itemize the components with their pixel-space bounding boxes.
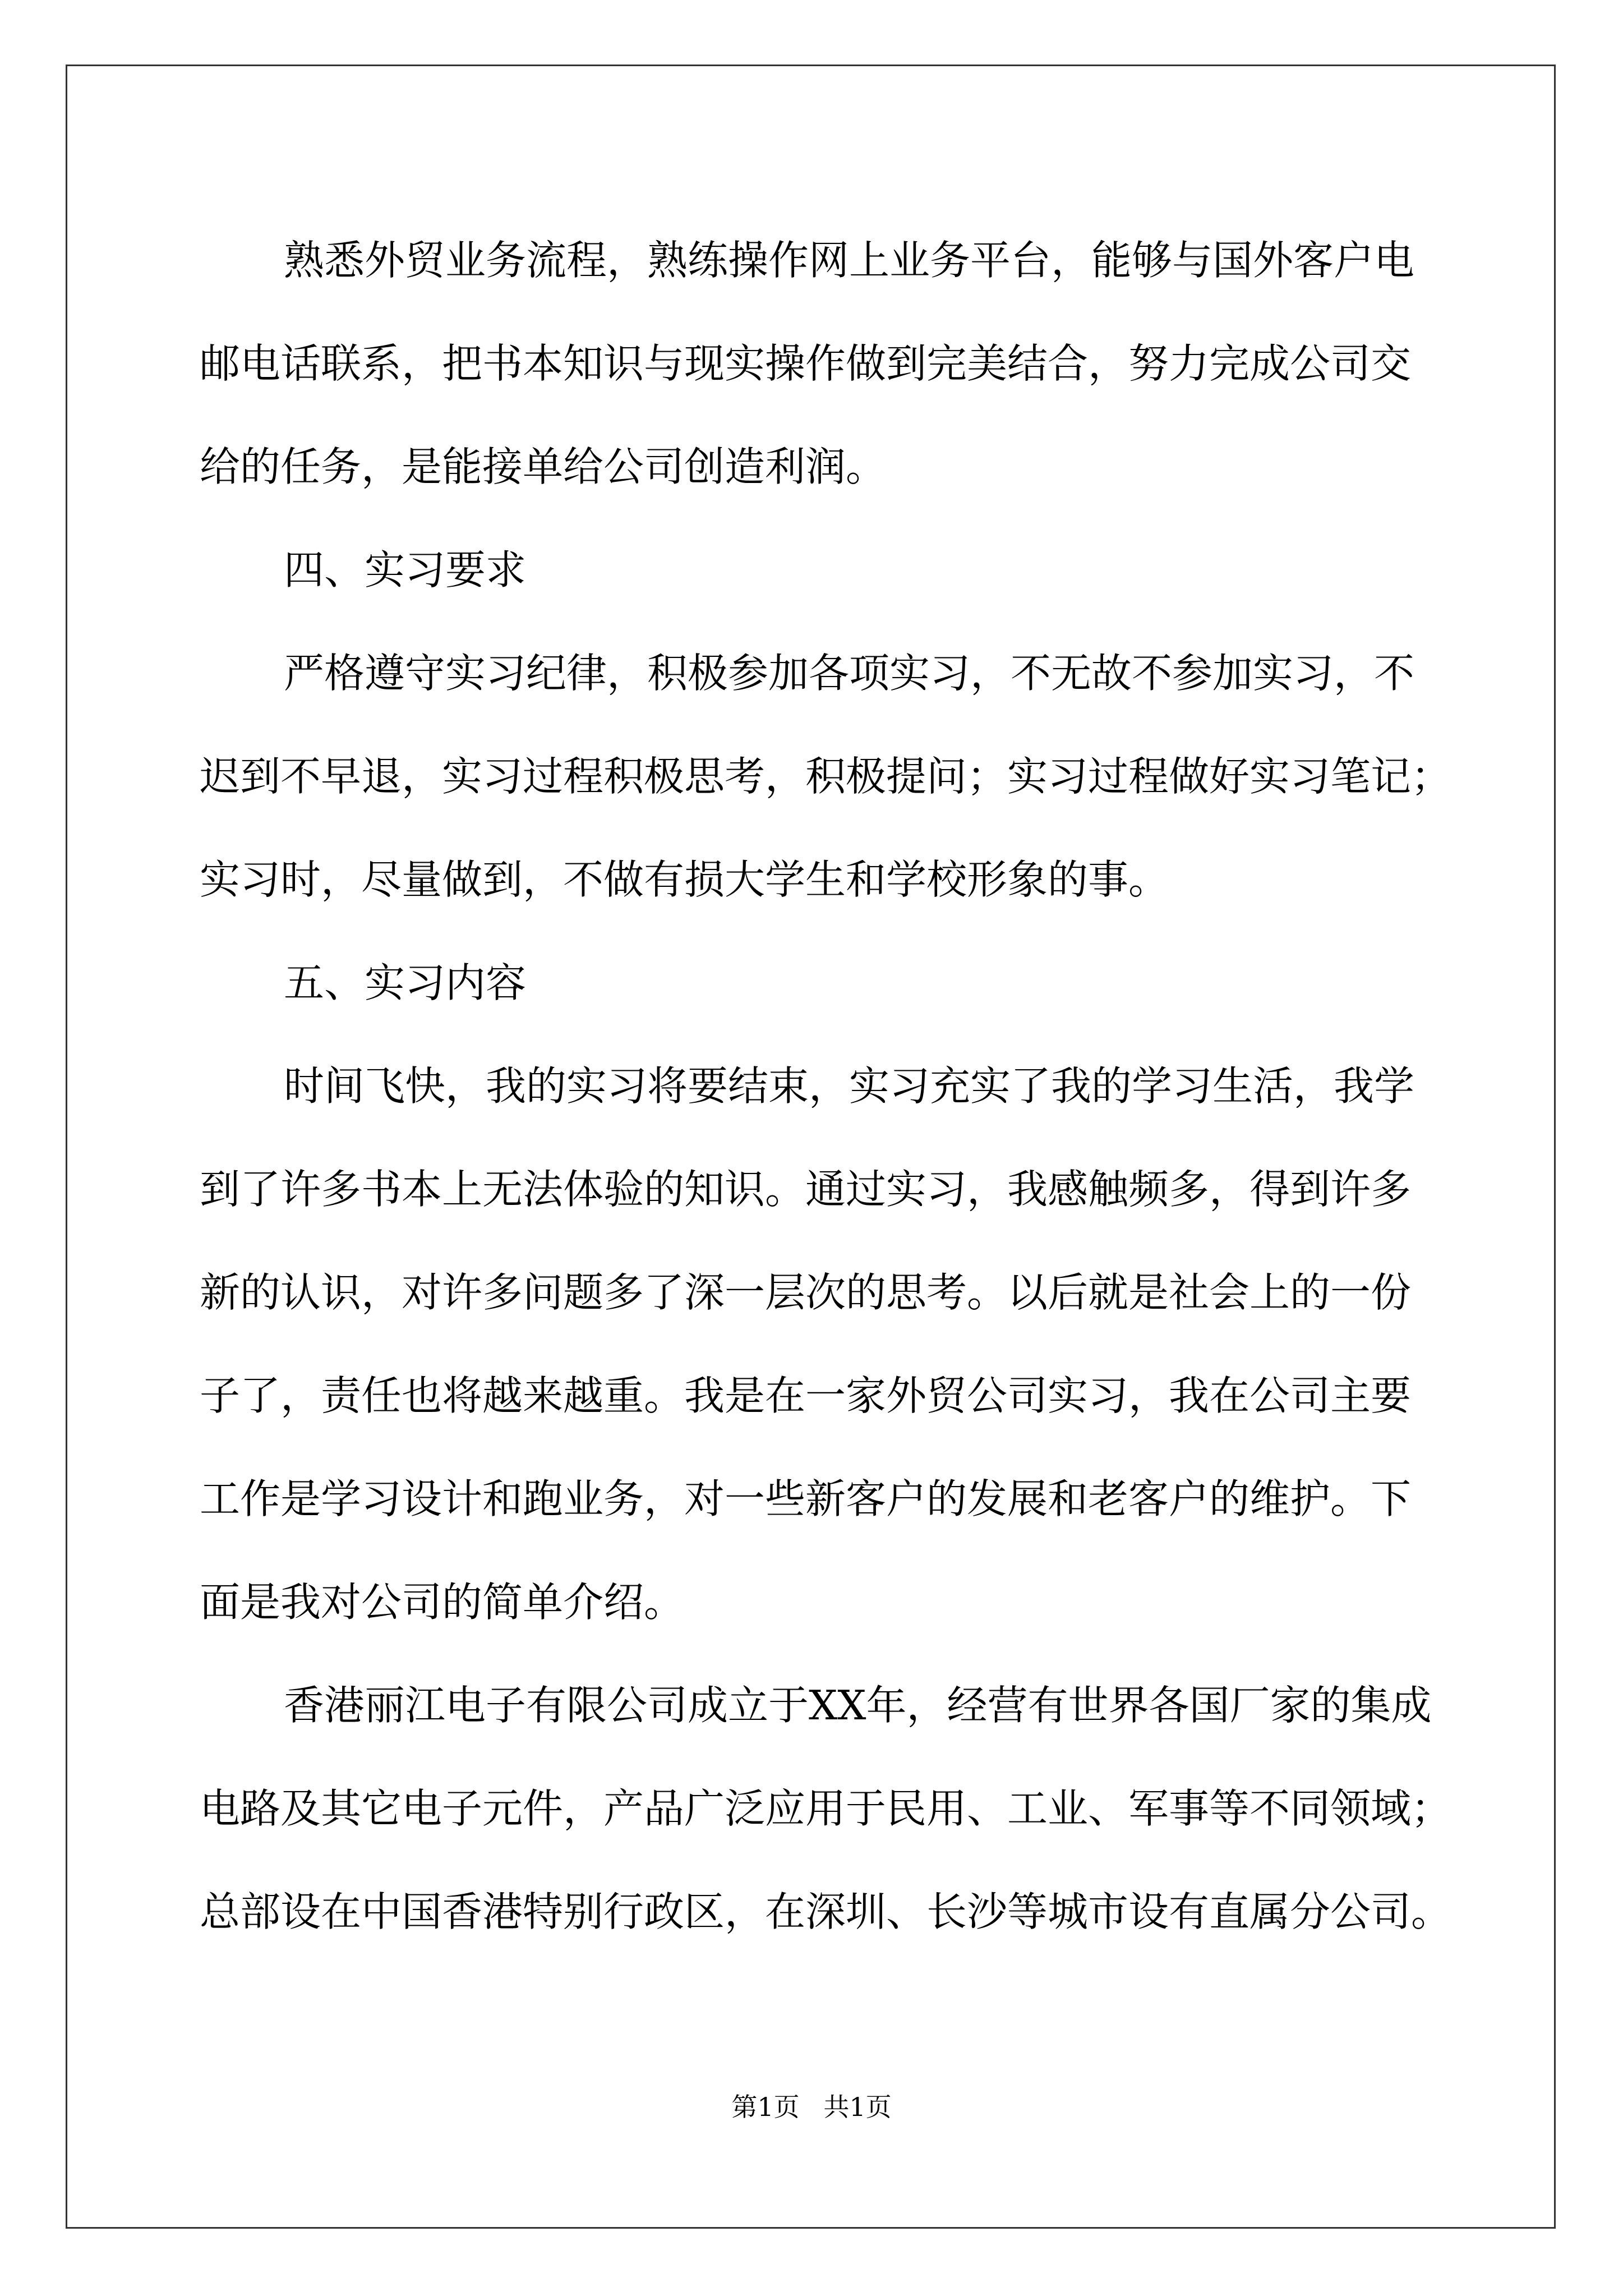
section-heading: 四、实习要求	[284, 546, 527, 593]
text-line: 新的认识，对许多问题多了深一层次的思考。以后就是社会上的一份	[200, 1269, 1412, 1316]
text-line: 总部设在中国香港特别行政区，在深圳、长沙等城市设有直属分公司。	[200, 1888, 1452, 1935]
text-line: 电路及其它电子元件，产品广泛应用于民用、工业、军事等不同领域；	[200, 1785, 1452, 1832]
section-heading: 五、实习内容	[284, 959, 527, 1006]
text-line: 工作是学习设计和跑业务，对一些新客户的发展和老客户的维护。下	[200, 1475, 1412, 1522]
page-total: 共1页	[823, 2092, 892, 2122]
text-line: 熟悉外贸业务流程，熟练操作网上业务平台，能够与国外客户电	[284, 237, 1415, 284]
page-footer	[0, 2087, 1623, 2124]
text-line: 邮电话联系，把书本知识与现实操作做到完美结合，努力完成公司交	[200, 340, 1412, 387]
document-body	[200, 209, 1452, 1963]
text-line: 子了，责任也将越来越重。我是在一家外贸公司实习，我在公司主要	[200, 1372, 1412, 1419]
text-line: 严格遵守实习纪律，积极参加各项实习，不无故不参加实习，不	[284, 650, 1415, 697]
text-line: 实习时，尽量做到，不做有损大学生和学校形象的事。	[200, 856, 1169, 903]
text-line: 到了许多书本上无法体验的知识。通过实习，我感触频多，得到许多	[200, 1166, 1412, 1213]
text-line: 给的任务，是能接单给公司创造利润。	[200, 443, 887, 490]
page-number: 第1页	[731, 2092, 800, 2122]
text-line: 香港丽江电子有限公司成立于XX年，经营有世界各国厂家的集成	[284, 1682, 1432, 1729]
text-line: 时间飞快，我的实习将要结束，实习充实了我的学习生活，我学	[284, 1062, 1415, 1110]
text-line: 迟到不早退，实习过程积极思考，积极提问；实习过程做好实习笔记；	[200, 753, 1452, 800]
text-line: 面是我对公司的简单介绍。	[200, 1579, 685, 1626]
